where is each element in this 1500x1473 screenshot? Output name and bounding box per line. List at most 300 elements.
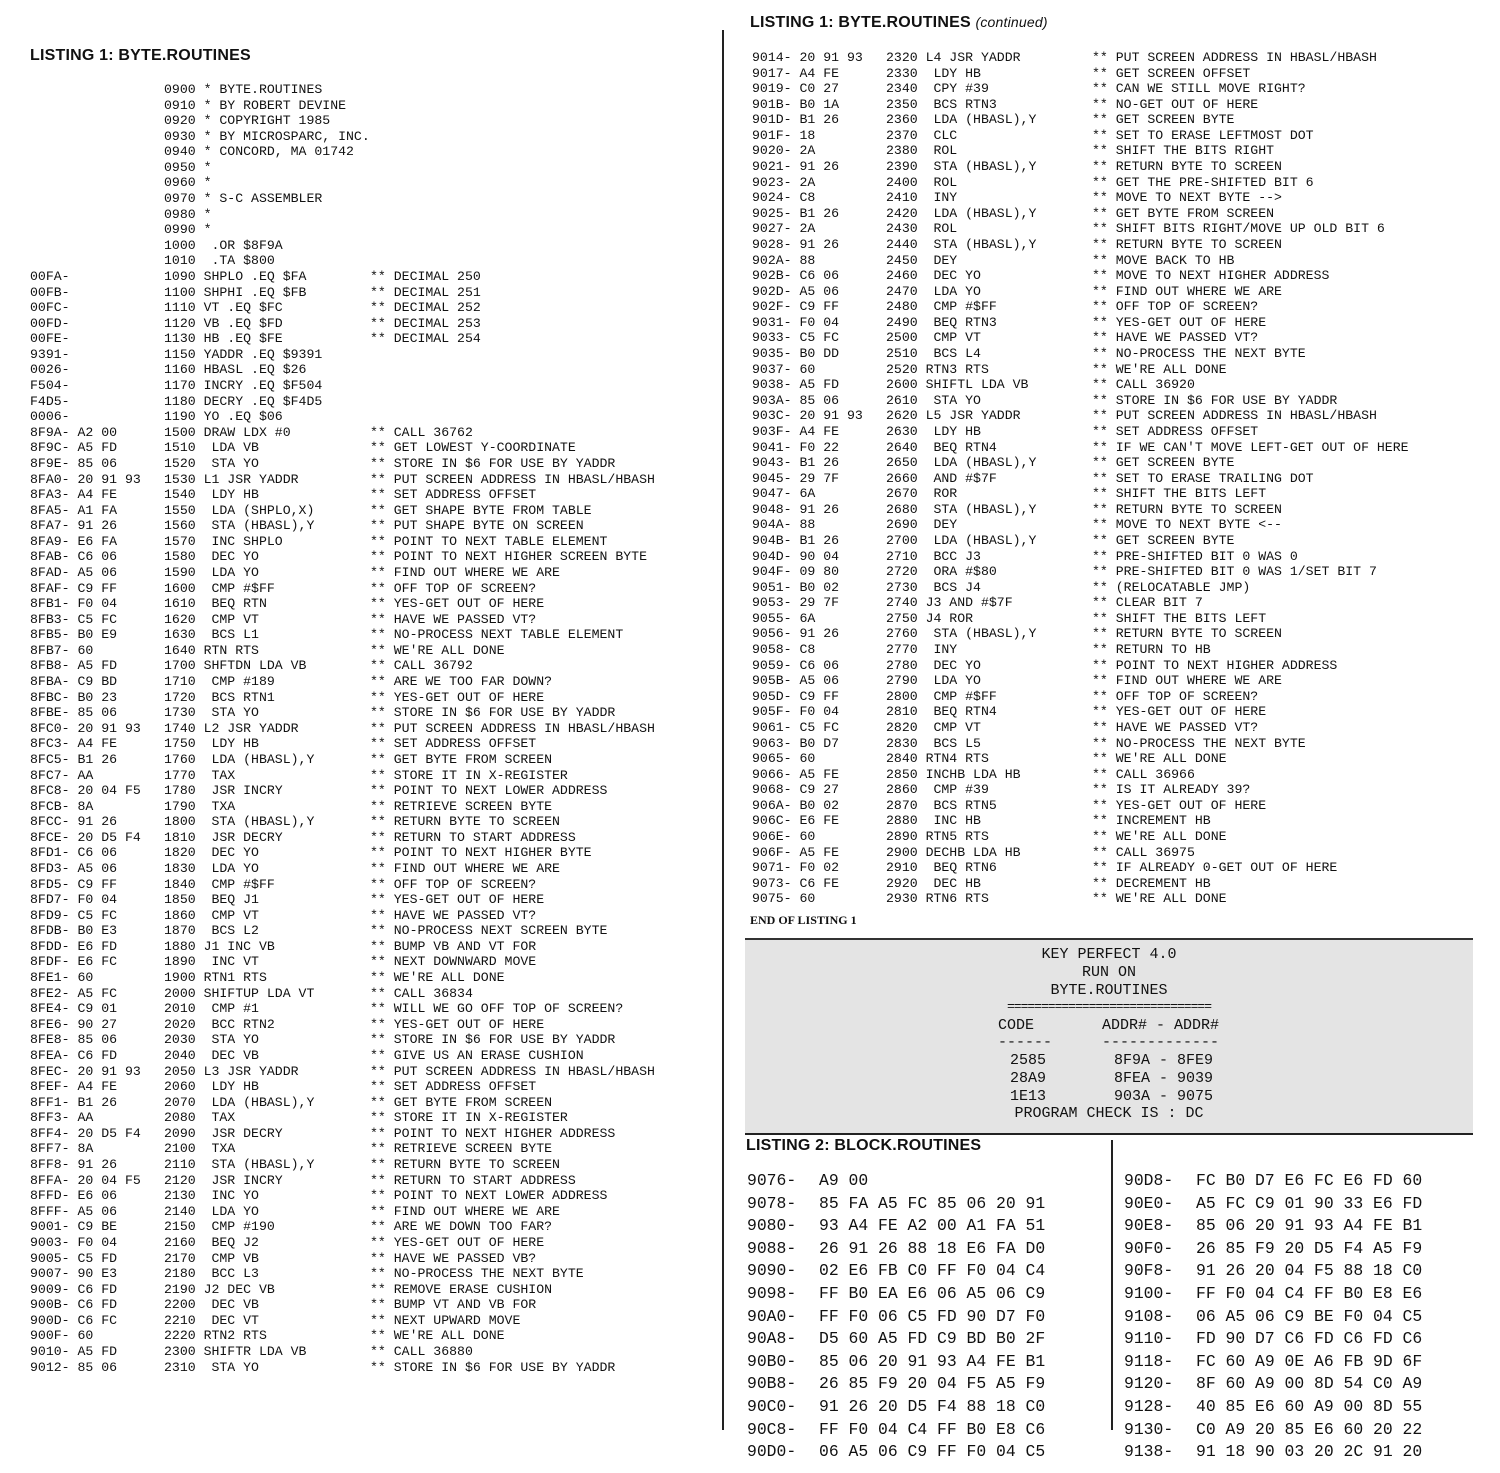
source-code: 2060 LDY HB (164, 1079, 259, 1095)
source-code: 2890 RTN5 RTS (886, 829, 989, 844)
comment: ** NO-GET OUT OF HERE (1092, 96, 1259, 112)
source-code: 1600 CMP #$FF (164, 580, 275, 596)
source-code: 1510 LDA VB (164, 440, 259, 456)
source-code: 1100 SHPHI .EQ $FB (164, 284, 307, 300)
hex-bytes: FF F0 04 C4 FF B0 E8 C6 (819, 1419, 1046, 1439)
hex-bytes: 26 91 26 88 18 E6 FA D0 (819, 1238, 1046, 1258)
hex-address: 9120- (1124, 1374, 1174, 1394)
comment: ** NO-PROCESS NEXT TABLE ELEMENT (370, 627, 624, 643)
object-code: 9391- (30, 346, 70, 362)
object-code: 9075- 60 (752, 891, 816, 907)
object-code: 0006- (30, 409, 70, 425)
source-code: 2130 INC YO (164, 1188, 259, 1204)
comment: ** MOVE TO NEXT BYTE <-- (1092, 517, 1282, 533)
object-code: 8FBC- B0 23 (30, 689, 118, 705)
hex-bytes: 91 26 20 04 F5 88 18 C0 (1196, 1261, 1423, 1281)
object-code: 8FE6- 90 27 (30, 1016, 118, 1032)
hex-bytes: FF B0 EA E6 06 A5 06 C9 (819, 1284, 1046, 1303)
comment: ** STORE IN $6 FOR USE BY YADDR (1092, 392, 1338, 408)
object-code: 8F9E- 85 06 (30, 455, 118, 471)
source-code: 2430 ROL (886, 221, 958, 237)
comment: ** CALL 36762 (370, 424, 473, 440)
comment: ** GET SCREEN BYTE (1092, 112, 1235, 128)
comment: ** SET ADDRESS OFFSET (370, 1079, 537, 1095)
hex-address: 9138- (1124, 1442, 1174, 1462)
source-code: 1170 INCRY .EQ $F504 (164, 378, 323, 394)
object-code: 8FAF- C9 FF (30, 580, 118, 596)
comment: ** SET TO ERASE TRAILING DOT (1092, 470, 1314, 486)
object-code: 8FDB- B0 E3 (30, 923, 118, 939)
comment: ** DECIMAL 252 (370, 300, 481, 316)
source-code: 1550 LDA (SHPLO,X) (164, 502, 315, 518)
object-code: 8FA0- 20 91 93 (30, 471, 141, 487)
source-code: 2600 SHIFTL LDA VB (886, 377, 1029, 393)
comment: ** HAVE WE PASSED VB? (370, 1250, 537, 1266)
hex-bytes: D5 60 A5 FD C9 BD B0 2F (819, 1329, 1046, 1349)
object-code: 8FB1- F0 04 (30, 596, 118, 612)
key-perfect-program-name: BYTE.ROUTINES (1050, 982, 1168, 999)
source-code: 1000 .OR $8F9A (164, 237, 283, 253)
source-code: 1090 SHPLO .EQ $FA (164, 268, 307, 284)
listing1-left-column (30, 82, 720, 1392)
object-code: 00FC- (30, 300, 70, 316)
source-code: 1880 J1 INC VB (164, 938, 275, 954)
hex-address: 9076- (747, 1171, 797, 1190)
source-code: 2450 DEY (886, 252, 958, 268)
comment: ** YES-GET OUT OF HERE (1092, 797, 1267, 813)
object-code: 8FA3- A4 FE (30, 487, 118, 503)
comment: ** POINT TO NEXT LOWER ADDRESS (370, 1188, 608, 1204)
hex-address: 9078- (747, 1193, 797, 1213)
source-code: 2840 RTN4 RTS (886, 751, 989, 767)
hex-bytes: 85 06 20 91 93 A4 FE B1 (1196, 1216, 1423, 1236)
comment: ** IF WE CAN'T MOVE LEFT-GET OUT OF HERE (1092, 439, 1409, 455)
source-code: 0970 * S-C ASSEMBLER (164, 191, 323, 207)
comment: ** IF ALREADY 0-GET OUT OF HERE (1092, 860, 1338, 876)
comment: ** STORE IN $6 FOR USE BY YADDR (370, 455, 616, 471)
hex-bytes: 40 85 E6 60 A9 00 8D 55 (1196, 1397, 1423, 1416)
source-code: 2900 DECHB LDA HB (886, 844, 1021, 860)
source-code: 2700 LDA (HBASL),Y (886, 532, 1037, 548)
object-code: 9037- 60 (752, 361, 816, 377)
hex-address: 90E8- (1124, 1216, 1174, 1236)
object-code: 9056- 91 26 (752, 626, 840, 642)
comment: ** RETURN TO START ADDRESS (370, 829, 576, 845)
source-code: 2210 DEC VT (164, 1312, 259, 1328)
comment: ** GET BYTE FROM SCREEN (370, 751, 553, 767)
source-code: 2510 BCS L4 (886, 346, 981, 362)
source-code: 2020 BCC RTN2 (164, 1016, 275, 1032)
source-code: 1890 INC VT (164, 954, 259, 970)
object-code: 8FF8- 91 26 (30, 1157, 118, 1173)
source-code: 1780 JSR INCRY (164, 783, 283, 799)
object-code: 8FD9- C5 FC (30, 907, 118, 923)
hex-address: 9128- (1124, 1397, 1174, 1416)
comment: ** REMOVE ERASE CUSHION (370, 1281, 553, 1297)
object-code: 8FDF- E6 FC (30, 954, 118, 970)
hex-bytes: 93 A4 FE A2 00 A1 FA 51 (819, 1216, 1046, 1236)
object-code: 8FB7- 60 (30, 642, 94, 658)
comment: ** CALL 36966 (1092, 766, 1195, 782)
source-code: 2120 JSR INCRY (164, 1172, 283, 1188)
source-code: 2810 BEQ RTN4 (886, 704, 997, 720)
object-code: 9043- B1 26 (752, 455, 840, 471)
source-code: 2790 LDA YO (886, 673, 981, 689)
object-code: 9014- 20 91 93 (752, 50, 863, 65)
source-code: 0910 * BY ROBERT DEVINE (164, 97, 347, 113)
source-code: 2050 L3 JSR YADDR (164, 1063, 299, 1079)
comment: ** NO-PROCESS NEXT SCREEN BYTE (370, 923, 608, 939)
hex-bytes: FF F0 06 C5 FD 90 D7 F0 (819, 1306, 1046, 1326)
source-code: 1760 LDA (HBASL),Y (164, 751, 315, 767)
comment: ** FIND OUT WHERE WE ARE (1092, 673, 1282, 689)
object-code: 8FF1- B1 26 (30, 1094, 118, 1110)
object-code: F504- (30, 378, 70, 394)
object-code: 9058- C8 (752, 642, 816, 658)
comment: ** POINT TO NEXT HIGHER SCREEN BYTE (370, 549, 647, 565)
comment: ** GET BYTE FROM SCREEN (1092, 205, 1275, 221)
comment: ** DECIMAL 251 (370, 284, 481, 300)
source-code: 2080 TAX (164, 1110, 236, 1126)
source-code: 2200 DEC VB (164, 1297, 259, 1313)
key-perfect-box (745, 938, 1473, 1133)
object-code: 8FD3- A5 06 (30, 861, 118, 876)
comment: ** PUT SCREEN ADDRESS IN HBASL/HBASH (370, 471, 655, 487)
comment: ** PUT SCREEN ADDRESS IN HBASL/HBASH (1092, 50, 1377, 65)
source-code: 1570 INC SHPLO (164, 533, 283, 549)
hex-address: 90D8- (1124, 1171, 1174, 1190)
source-code: 1530 L1 JSR YADDR (164, 471, 299, 487)
hex-address: 9098- (747, 1284, 797, 1303)
object-code: 902B- C6 06 (752, 268, 840, 284)
source-code: 1770 TAX (164, 767, 236, 783)
object-code: 8FC0- 20 91 93 (30, 720, 141, 736)
object-code: 900F- 60 (30, 1328, 94, 1344)
source-code: 0960 * (164, 175, 212, 191)
comment: ** WE'RE ALL DONE (1092, 829, 1227, 844)
object-code: 8FE8- 85 06 (30, 1032, 118, 1048)
hex-bytes: FC 60 A9 0E A6 FB 9D 6F (1196, 1351, 1423, 1371)
comment: ** OFF TOP OF SCREEN? (370, 580, 537, 596)
comment: ** HAVE WE PASSED VT? (1092, 719, 1259, 735)
source-code: 2040 DEC VB (164, 1047, 259, 1063)
hex-bytes: 85 06 20 91 93 A4 FE B1 (819, 1351, 1046, 1371)
source-code: 1560 STA (HBASL),Y (164, 518, 315, 534)
object-code: 8FD7- F0 04 (30, 892, 118, 908)
object-code: 9020- 2A (752, 143, 816, 159)
hex-address: 90C0- (747, 1397, 797, 1416)
comment: ** DECIMAL 250 (370, 268, 481, 284)
hex-address: 90F8- (1124, 1261, 1174, 1281)
comment: ** YES-GET OUT OF HERE (1092, 314, 1267, 330)
source-code: 1610 BEQ RTN (164, 596, 267, 612)
comment: ** GET SHAPE BYTE FROM TABLE (370, 502, 592, 518)
source-code: 2520 RTN3 RTS (886, 361, 989, 377)
object-code: 900D- C6 FC (30, 1312, 118, 1328)
comment: ** PRE-SHIFTED BIT 0 WAS 0 (1092, 548, 1298, 564)
comment: ** CALL 36920 (1092, 377, 1195, 393)
object-code: 9053- 29 7F (752, 595, 840, 611)
source-code: 1720 BCS RTN1 (164, 689, 275, 705)
object-code: 8FCB- 8A (30, 798, 94, 814)
hex-address: 9110- (1124, 1329, 1174, 1349)
source-code: 2710 BCC J3 (886, 548, 981, 564)
object-code: 8FCC- 91 26 (30, 814, 118, 830)
comment: ** STORE IN $6 FOR USE BY YADDR (370, 1359, 616, 1375)
source-code: 2920 DEC HB (886, 875, 981, 891)
comment: ** RETRIEVE SCREEN BYTE (370, 1141, 553, 1157)
key-perfect-run-on: RUN ON (1081, 964, 1136, 981)
hex-bytes: FC B0 D7 E6 FC E6 FD 60 (1196, 1171, 1423, 1190)
object-code: 8F9A- A2 00 (30, 424, 118, 440)
object-code: 904F- 09 80 (752, 564, 840, 580)
object-code: 8FEA- C6 FD (30, 1047, 118, 1063)
comment: ** IS IT ALREADY 39? (1092, 782, 1251, 798)
hex-address: 90A8- (747, 1329, 797, 1349)
source-code: 2030 STA YO (164, 1032, 259, 1048)
checksum-code: 1E13 (1010, 1088, 1047, 1105)
object-code: 00FA- (30, 268, 70, 284)
object-code: 900B- C6 FD (30, 1297, 118, 1313)
comment: ** SHIFT THE BITS LEFT (1092, 610, 1267, 626)
source-code: 2750 J4 ROR (886, 610, 974, 626)
object-code: 8FD5- C9 FF (30, 876, 118, 892)
column-divider (722, 30, 724, 1430)
object-code: 901B- B0 1A (752, 96, 840, 112)
comment: ** STORE IT IN X-REGISTER (370, 1110, 568, 1126)
source-code: 0990 * (164, 222, 212, 238)
hex-bytes: 06 A5 06 C9 FF F0 04 C5 (819, 1442, 1046, 1462)
comment: ** ARE WE DOWN TOO FAR? (370, 1219, 553, 1235)
comment: ** BUMP VB AND VT FOR (370, 938, 537, 954)
comment: ** STORE IN $6 FOR USE BY YADDR (370, 705, 616, 721)
object-code: 903C- 20 91 93 (752, 408, 863, 424)
comment: ** RETURN BYTE TO SCREEN (1092, 501, 1282, 517)
object-code: 9007- 90 E3 (30, 1266, 118, 1282)
source-code: 0940 * CONCORD, MA 01742 (164, 144, 354, 160)
hex-bytes: 02 E6 FB C0 FF F0 04 C4 (819, 1261, 1046, 1281)
object-code: 901F- 18 (752, 127, 816, 143)
object-code: 8FBE- 85 06 (30, 705, 118, 721)
comment: ** CALL 36834 (370, 985, 473, 1001)
source-code: 1740 L2 JSR YADDR (164, 720, 299, 736)
object-code: 9055- 6A (752, 610, 816, 626)
object-code: 8FE4- C9 01 (30, 1001, 118, 1017)
hex-address: 9090- (747, 1261, 797, 1281)
hex-address: 9088- (747, 1238, 797, 1258)
object-code: 8FEC- 20 91 93 (30, 1063, 141, 1079)
hex-address: 90F0- (1124, 1238, 1174, 1258)
hex-bytes: FD 90 D7 C6 FD C6 FD C6 (1196, 1329, 1423, 1349)
object-code: 8FAB- C6 06 (30, 549, 118, 565)
object-code: 8FA5- A1 FA (30, 502, 118, 518)
listing2-column-divider (1111, 1140, 1113, 1430)
source-code: 0950 * (164, 159, 212, 175)
comment: ** PUT SCREEN ADDRESS IN HBASL/HBASH (1092, 408, 1377, 424)
comment: ** CLEAR BIT 7 (1092, 595, 1203, 611)
hex-bytes: A9 00 (819, 1171, 869, 1190)
object-code: 906C- E6 FE (752, 813, 840, 829)
source-code: 1840 CMP #$FF (164, 876, 275, 892)
object-code: 9059- C6 06 (752, 657, 840, 673)
source-code: 2820 CMP VT (886, 719, 981, 735)
source-code: 2630 LDY HB (886, 423, 981, 439)
source-code: 1900 RTN1 RTS (164, 970, 267, 986)
source-code: 0930 * BY MICROSPARC, INC. (164, 128, 370, 144)
object-code: 904D- 90 04 (752, 548, 840, 564)
object-code: 8FB8- A5 FD (30, 658, 118, 674)
comment: ** MOVE TO NEXT HIGHER ADDRESS (1092, 268, 1330, 284)
object-code: 8FB3- C5 FC (30, 611, 118, 627)
hex-address: 9080- (747, 1216, 797, 1236)
source-code: 1710 CMP #189 (164, 674, 275, 690)
comment: ** FIND OUT WHERE WE ARE (370, 564, 560, 580)
comment: ** GET SCREEN BYTE (1092, 455, 1235, 471)
hex-bytes: FF F0 04 C4 FF B0 E8 E6 (1196, 1284, 1423, 1303)
comment: ** SET ADDRESS OFFSET (370, 487, 537, 503)
object-code: 0026- (30, 362, 70, 378)
comment: ** HAVE WE PASSED VT? (1092, 330, 1259, 346)
comment: ** PUT SHAPE BYTE ON SCREEN (370, 518, 584, 534)
comment: ** PRE-SHIFTED BIT 0 WAS 1/SET BIT 7 (1092, 564, 1377, 580)
object-code: 902A- 88 (752, 252, 816, 268)
source-code: 1540 LDY HB (164, 487, 259, 503)
object-code: 8FC5- B1 26 (30, 751, 118, 767)
object-code: 00FB- (30, 284, 70, 300)
object-code: 901D- B1 26 (752, 112, 840, 128)
hex-bytes: C0 A9 20 85 E6 60 20 22 (1196, 1419, 1423, 1439)
source-code: 2610 STA YO (886, 392, 981, 408)
source-code: 1790 TXA (164, 798, 236, 814)
comment: ** STORE IT IN X-REGISTER (370, 767, 568, 783)
source-code: 1190 YO .EQ $06 (164, 409, 283, 425)
source-code: 2090 JSR DECRY (164, 1125, 283, 1141)
comment: ** WE'RE ALL DONE (370, 642, 505, 658)
comment: ** CALL 36792 (370, 658, 473, 674)
object-code: 9051- B0 02 (752, 579, 840, 595)
source-code: 1520 STA YO (164, 455, 259, 471)
source-code: 1800 STA (HBASL),Y (164, 814, 315, 830)
object-code: 8FB5- B0 E9 (30, 627, 118, 643)
comment: ** SET TO ERASE LEFTMOST DOT (1092, 127, 1314, 143)
comment: ** YES-GET OUT OF HERE (370, 1234, 545, 1250)
comment: ** FIND OUT WHERE WE ARE (370, 861, 560, 876)
source-code: 1870 BCS L2 (164, 923, 259, 939)
listing1-title: LISTING 1: BYTE.ROUTINES (30, 47, 251, 64)
source-code: 2460 DEC YO (886, 268, 981, 284)
source-code: 2350 BCS RTN3 (886, 96, 997, 112)
source-code: 2000 SHIFTUP LDA VT (164, 985, 315, 1001)
comment: ** FIND OUT WHERE WE ARE (1092, 283, 1282, 299)
object-code: 9061- C5 FC (752, 719, 840, 735)
object-code: 9027- 2A (752, 221, 816, 237)
object-code: 9005- C5 FD (30, 1250, 118, 1266)
source-code: 2360 LDA (HBASL),Y (886, 112, 1037, 128)
source-code: 2850 INCHB LDA HB (886, 766, 1021, 782)
continued-label: (continued) (975, 14, 1048, 30)
object-code: F4D5- (30, 393, 70, 409)
source-code: 2500 CMP VT (886, 330, 981, 346)
comment: ** SHIFT BITS RIGHT/MOVE UP OLD BIT 6 (1092, 221, 1385, 237)
object-code: 9063- B0 D7 (752, 735, 840, 751)
source-code: 2370 CLC (886, 127, 958, 143)
comment: ** WE'RE ALL DONE (1092, 891, 1227, 907)
comment: ** CALL 36975 (1092, 844, 1195, 860)
source-code: 2180 BCC L3 (164, 1266, 259, 1282)
source-code: 2100 TXA (164, 1141, 236, 1157)
hex-address: 9100- (1124, 1284, 1174, 1303)
object-code: 8FD1- C6 06 (30, 845, 118, 861)
comment: ** RETRIEVE SCREEN BYTE (370, 798, 553, 814)
object-code: 9065- 60 (752, 751, 816, 767)
source-code: 1810 JSR DECRY (164, 829, 283, 845)
comment: ** STORE IN $6 FOR USE BY YADDR (370, 1032, 616, 1048)
object-code: 8FC8- 20 04 F5 (30, 783, 141, 799)
source-code: 2160 BEQ J2 (164, 1234, 259, 1250)
object-code: 9023- 2A (752, 174, 816, 190)
object-code: 9038- A5 FD (752, 377, 840, 393)
object-code: 9035- B0 DD (752, 346, 840, 362)
hex-bytes: A5 FC C9 01 90 33 E6 FD (1196, 1193, 1423, 1213)
comment: ** RETURN TO HB (1092, 642, 1211, 658)
source-code: 1500 DRAW LDX #0 (164, 424, 291, 440)
comment: ** DECREMENT HB (1092, 875, 1211, 891)
comment: ** BUMP VT AND VB FOR (370, 1297, 537, 1313)
object-code: 9048- 91 26 (752, 501, 840, 517)
source-code: 0900 * BYTE.ROUTINES (164, 82, 323, 97)
source-code: 2420 LDA (HBASL),Y (886, 205, 1037, 221)
object-code: 8FA7- 91 26 (30, 518, 118, 534)
comment: ** (RELOCATABLE JMP) (1092, 579, 1251, 595)
comment: ** POINT TO NEXT HIGHER ADDRESS (370, 1125, 616, 1141)
comment: ** WE'RE ALL DONE (370, 1328, 505, 1344)
address-range: 8F9A - 8FE9 (1114, 1052, 1214, 1069)
comment: ** OFF TOP OF SCREEN? (370, 876, 537, 892)
code-column-dashes: ------ (998, 1034, 1053, 1051)
code-column-header: CODE (998, 1017, 1035, 1034)
object-code: 902D- A5 06 (752, 283, 840, 299)
object-code: 9071- F0 02 (752, 860, 840, 876)
hex-address: 9118- (1124, 1351, 1174, 1371)
object-code: 9003- F0 04 (30, 1234, 118, 1250)
comment: ** HAVE WE PASSED VT? (370, 611, 537, 627)
hex-address: 9108- (1124, 1306, 1174, 1326)
object-code: 9024- C8 (752, 190, 816, 206)
key-perfect-version: KEY PERFECT 4.0 (1041, 946, 1177, 963)
source-code: 2910 BEQ RTN6 (886, 860, 997, 876)
source-code: 2620 L5 JSR YADDR (886, 408, 1021, 424)
source-code: 2880 INC HB (886, 813, 981, 829)
comment: ** FIND OUT WHERE WE ARE (370, 1203, 560, 1219)
comment: ** DECIMAL 254 (370, 331, 481, 347)
source-code: 2340 CPY #39 (886, 81, 989, 97)
object-code: 8FF4- 20 D5 F4 (30, 1125, 141, 1141)
comment: ** POINT TO NEXT HIGHER ADDRESS (1092, 657, 1338, 673)
hex-address: 90C8- (747, 1419, 797, 1439)
object-code: 906A- B0 02 (752, 797, 840, 813)
address-range: 8FEA - 9039 (1114, 1070, 1214, 1087)
listing1-continued-title (750, 14, 1048, 32)
comment: ** PUT SCREEN ADDRESS IN HBASL/HBASH (370, 720, 655, 736)
source-code: 2870 BCS RTN5 (886, 797, 997, 813)
comment: ** YES-GET OUT OF HERE (1092, 704, 1267, 720)
comment: ** RETURN BYTE TO SCREEN (1092, 159, 1282, 175)
comment: ** MOVE TO NEXT BYTE --> (1092, 190, 1282, 206)
comment: ** CAN WE STILL MOVE RIGHT? (1092, 81, 1306, 97)
source-code: 1750 LDY HB (164, 736, 259, 752)
object-code: 8FAD- A5 06 (30, 564, 118, 580)
source-code: 1180 DECRY .EQ $F4D5 (164, 393, 323, 409)
